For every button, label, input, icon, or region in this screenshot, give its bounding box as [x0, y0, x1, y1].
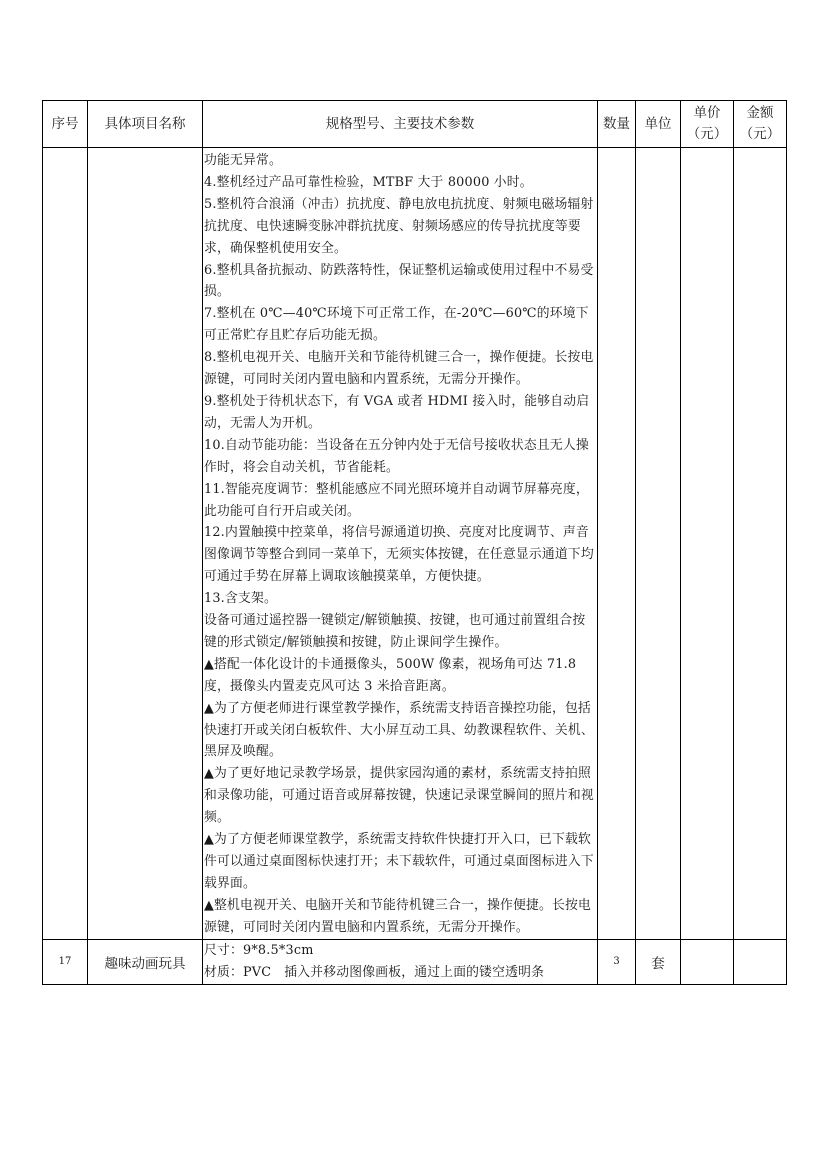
header-amount-currency: （元）: [739, 126, 781, 142]
spec-line: ▲为了方便老师课堂教学，系统需支持软件快捷打开入口，已下载软件可以通过桌面图标快速打开；未下载软件，可通过桌面图标进入下载界面。: [204, 832, 594, 891]
header-amount: [734, 101, 787, 148]
spec-line: ▲为了方便老师进行课堂教学操作，系统需支持语音操控功能，包括快速打开或关闭白板软件、大小屏互动工具、幼教课程软件、关机、黑屏及唤醒。: [204, 700, 594, 760]
spec-text-block: [203, 940, 597, 984]
spec-text-block: [203, 148, 597, 939]
cell-amount: [734, 939, 787, 984]
cell-seq: [43, 148, 88, 940]
spec-line: 4.整机经过产品可靠性检验，MTBF 大于 80000 小时。: [204, 174, 533, 190]
spec-line: 7.整机在 0℃—40℃环境下可正常工作，在-20℃—60℃的环境下可正常贮存且贮存后功能无损。: [204, 306, 589, 344]
spec-line: ▲整机电视开关、电脑开关和节能待机键三合一，操作便捷。长按电源键，可同时关闭内置电脑和内置系统，无需分开操作。: [204, 897, 591, 935]
header-unit-price: [681, 101, 734, 148]
spec-line: 10.自动节能功能：当设备在五分钟内处于无信号接收状态且无人操作时，将会自动关机，节省能耗。: [204, 437, 589, 475]
procurement-spec-table: [42, 100, 787, 985]
table-header-row: [43, 101, 787, 148]
header-unit-price-label: 单价: [693, 105, 721, 121]
table-row: [43, 148, 787, 940]
spec-line: ▲为了更好地记录教学场景，提供家园沟通的素材，系统需支持拍照和录像功能，可通过语音或屏幕按键，快速记录课堂瞬间的照片和视频。: [204, 766, 594, 826]
cell-item-name: 趣味动画玩具: [88, 939, 203, 984]
cell-qty: 3: [598, 939, 636, 984]
header-item-name: 具体项目名称: [88, 101, 203, 148]
spec-line: 5.整机符合浪涌（冲击）抗扰度、静电放电抗扰度、射频电磁场辐射抗扰度、电快速瞬变脉冲群抗扰度、射频场感应的传导抗扰度等要求，确保整机使用安全。: [204, 196, 594, 256]
spec-line: 13.含支架。: [204, 591, 277, 607]
spec-line: 8.整机电视开关、电脑开关和节能待机键三合一，操作便捷。长按电源键，可同时关闭内置电脑和内置系统，无需分开操作。: [204, 350, 594, 388]
header-amount-label: 金额: [746, 105, 774, 121]
cell-unit-price: [681, 148, 734, 940]
cell-item-name: [88, 148, 203, 940]
header-unit-price-currency: （元）: [686, 126, 728, 142]
spec-line: 设备可通过遥控器一键锁定/解锁触摸、按键，也可通过前置组合按键的形式锁定/解锁触摸和按键，防止课间学生操作。: [204, 613, 586, 650]
cell-spec: [203, 939, 598, 984]
spec-line: ▲搭配一体化设计的卡通摄像头，500W 像素，视场角可达 71.8 度，摄像头内置麦克风可达 3 米拾音距离。: [204, 656, 577, 694]
cell-unit-price: [681, 939, 734, 984]
spec-line: 功能无异常。: [204, 153, 282, 168]
cell-amount: [734, 148, 787, 940]
cell-unit: 套: [636, 939, 681, 984]
header-spec: 规格型号、主要技术参数: [203, 101, 598, 148]
cell-spec: [203, 148, 598, 940]
spec-line: 12.内置触摸中控菜单，将信号源通道切换、亮度对比度调节、声音图像调节等整合到同一菜单下，无须实体按键，在任意显示通道下均可通过手势在屏幕上调取该触摸菜单，方便快捷。: [204, 525, 594, 585]
table-row: [43, 939, 787, 984]
spec-line: 11.智能亮度调节：整机能感应不同光照环境并自动调节屏幕亮度，此功能可自行开启或关闭。: [204, 481, 589, 519]
cell-unit: [636, 148, 681, 940]
header-seq: 序号: [43, 101, 88, 148]
header-unit: 单位: [636, 101, 681, 148]
cell-seq: 17: [43, 939, 88, 984]
spec-line: 6.整机具备抗振动、防跌落特性，保证整机运输或使用过程中不易受损。: [204, 262, 594, 300]
spec-line: 9.整机处于待机状态下，有 VGA 或者 HDMI 接入时，能够自动启动，无需人为开机。: [204, 393, 590, 431]
cell-qty: [598, 148, 636, 940]
spec-line: 尺寸：9*8.5*3cm: [204, 942, 314, 958]
spec-line: 材质：PVC 插入并移动图像画板，通过上面的镂空透明条: [204, 964, 545, 980]
header-qty: 数量: [598, 101, 636, 148]
